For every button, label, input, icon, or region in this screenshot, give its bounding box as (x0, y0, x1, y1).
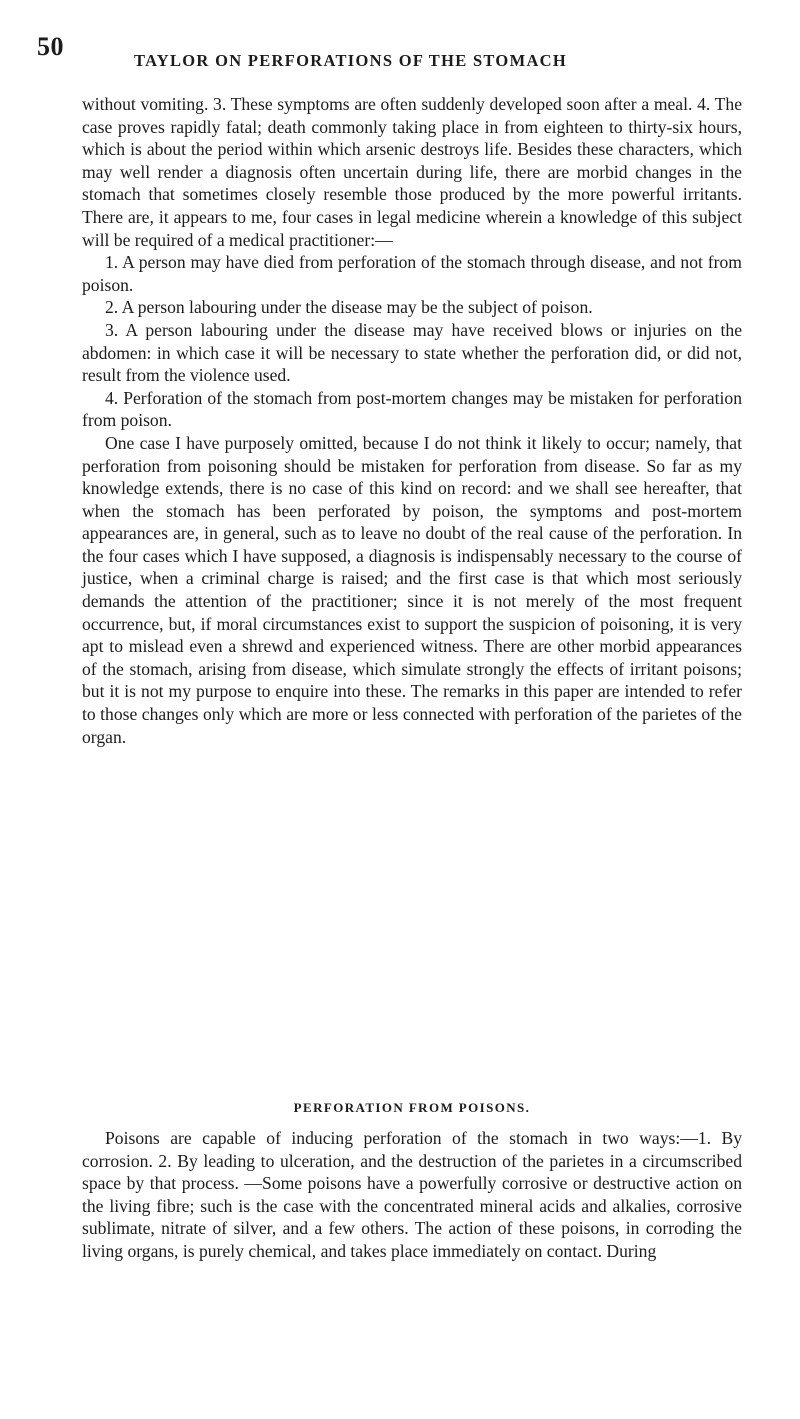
paragraph-case-2: 2. A person labouring under the disease may be the subject of poison. (105, 297, 593, 318)
page-number: 50 (37, 32, 64, 61)
paragraph-case-3: 3. A person labouring under the disease may have received blows or injuries on the abdomen: in which case it will be necessary to state whether the perforation did, or did not, result from the violence used. (82, 319, 742, 386)
running-title: TAYLOR ON PERFORATIONS OF THE STOMACH (134, 51, 568, 70)
main-text-block (82, 93, 742, 748)
paragraph-case-4: 4. Perforation of the stomach from post-mortem changes may be mistaken for perforation from poison. (82, 387, 742, 431)
paragraph-poisons: Poisons are capable of inducing perforation of the stomach in two ways:—1. By corrosion. 2. By leading to ulceration, and the destruction of the parietes in a circumscribed space by that process. —Some poisons have a powerfully corrosive or destructive action on the living fibre; such is the case with the concentrated mineral acids and alkalies, corrosive sublimate, nitrate of silver, and a few others. The action of these poisons, in corroding the living organs, is purely chemical, and takes place immediately on contact. During (82, 1128, 742, 1261)
paragraph-case-1: 1. A person may have died from perforation of the stomach through disease, and not from poison. (82, 252, 742, 295)
section-text-block (82, 1127, 742, 1263)
paragraph-omitted-case: One case I have purposely omitted, because I do not think it likely to occur; namely, that perforation from poisoning should be mistaken for perforation from disease. So far as my knowledge extends, there is no case of this kind on record: and we shall see hereafter, that when the stomach has been perforated by poison, the symptoms and post-mortem appearances are, in general, such as to leave no doubt of the real cause of the perforation. In the four cases which I have supposed, a diagnosis is indispensably necessary to the course of justice, when a criminal charge is raised; and the first case is that which most seriously demands the attention of the practitioner; since it is not merely of the most frequent occurrence, but, if moral circumstances exist to support the suspicion of poisoning, it is very apt to mislead even a shrewd and experienced witness. There are other morbid appearances of the stomach, arising from disease, which simulate strongly the effects of irritant poisons; but it is not my purpose to enquire into these. The remarks in this paper are intended to refer to those changes only which are more or less connected with perforation of the parietes of the organ. (82, 432, 742, 747)
section-heading: PERFORATION FROM POISONS. (293, 1100, 531, 1115)
paragraph-continuation: without vomiting. 3. These symptoms are often suddenly developed soon after a meal. 4. The case proves rapidly fatal; death commonly taking place in from eighteen to thirty-six hours, which is about the period within which arsenic destroys life. Besides these characters, which may well render a diagnosis often uncertain during life, there are morbid changes in the stomach that sometimes closely resemble those produced by the more powerful irritants. There are, it appears to me, four cases in legal medicine wherein a knowledge of this subject will be required of a medical practitioner:— (82, 94, 742, 250)
